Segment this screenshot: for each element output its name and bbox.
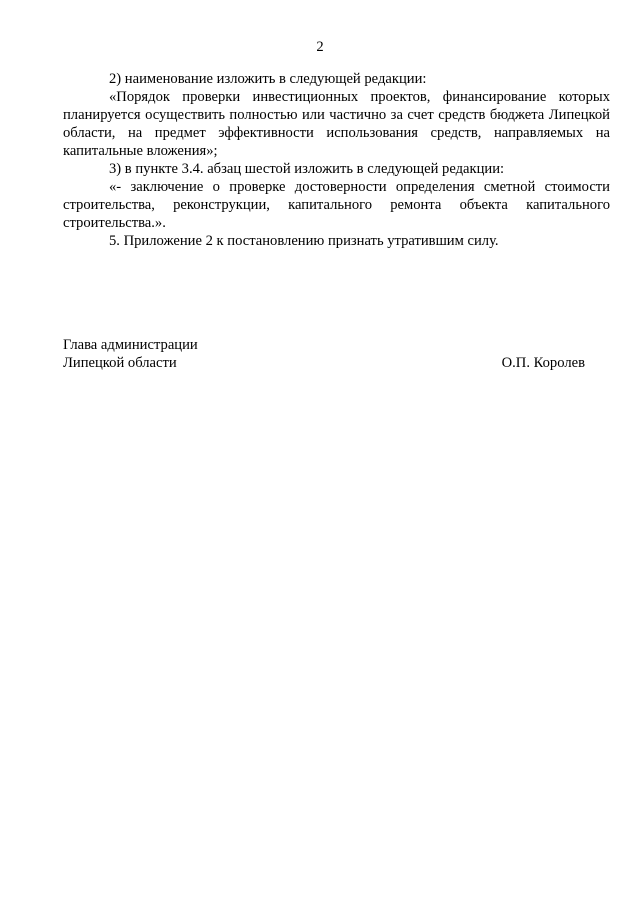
paragraph-item-2: 2) наименование изложить в следующей редакции: xyxy=(109,71,427,87)
signature-block xyxy=(63,336,585,372)
paragraph-new-title: «Порядок проверки инвестиционных проектов, финансирование которых планируется осуществить полностью или частично за счет средств бюджета Липецкой области, на предмет эффективности использования средств, направляемых на капитальные вложения»; xyxy=(63,89,610,159)
signatory-position-line2: Липецкой области xyxy=(63,355,177,371)
signatory-name: О.П. Королев xyxy=(501,355,585,371)
document-body xyxy=(63,70,610,250)
paragraph-item-5: 5. Приложение 2 к постановлению признать утратившим силу. xyxy=(109,233,499,249)
paragraph-new-clause: «- заключение о проверке достоверности определения сметной стоимости строительства, реконструкции, капитального ремонта объекта капитального строительства.». xyxy=(63,179,610,231)
page-number: 2 xyxy=(316,39,324,55)
paragraph-item-3: 3) в пункте 3.4. абзац шестой изложить в следующей редакции: xyxy=(109,161,505,177)
signatory-position-line1: Глава администрации xyxy=(63,337,198,353)
